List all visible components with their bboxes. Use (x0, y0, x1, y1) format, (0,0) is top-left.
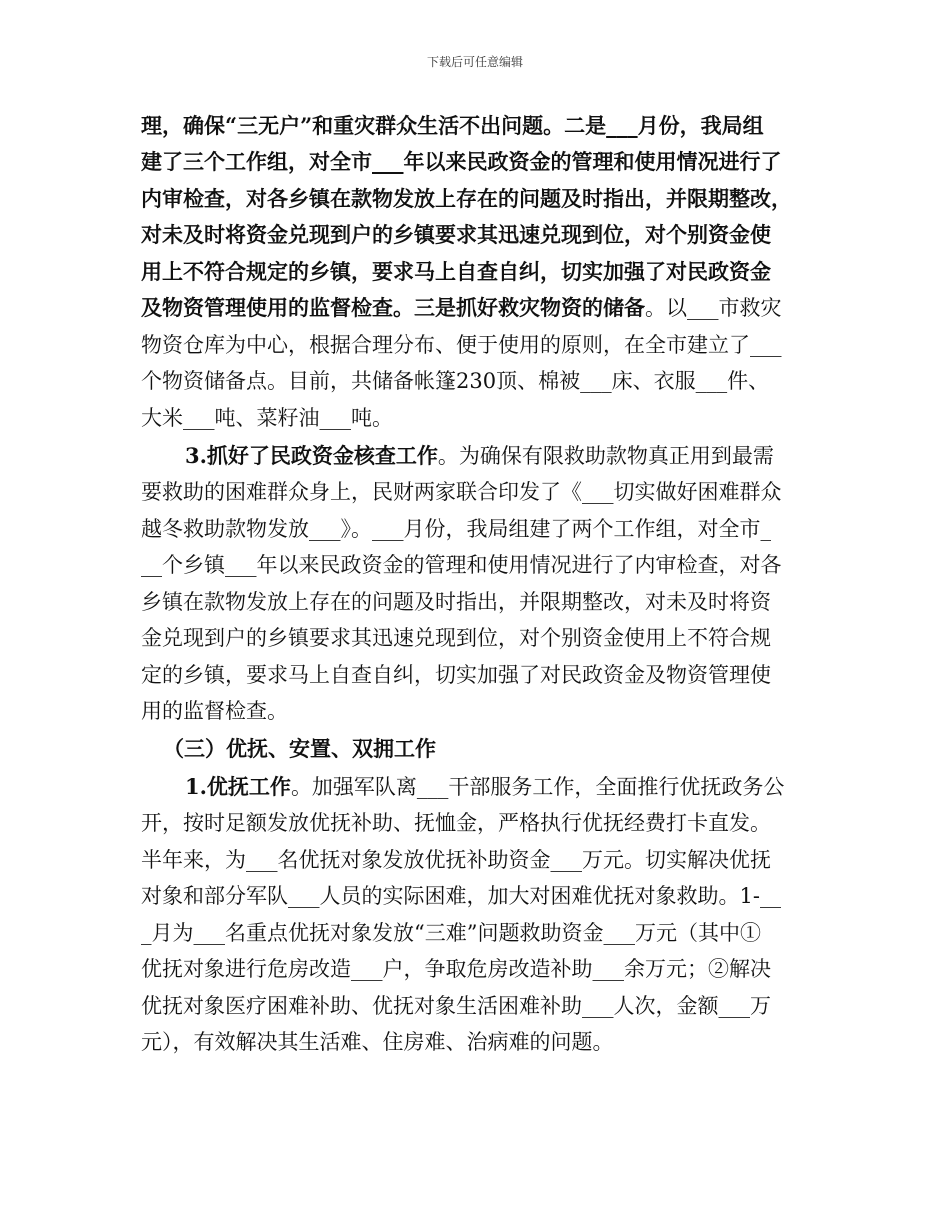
text-line: 要救助的困难群众身上，民财两家联合印发了《___切实做好困难群众 (141, 480, 782, 504)
section-heading-line: 1.优抚工作。加强军队离___干部服务工作，全面推行优抚政务公 (185, 774, 785, 799)
text-line: 及物资管理使用的监督检查。三是抓好救灾物资的储备。以___市救灾 (141, 295, 782, 320)
subsection-heading: （三）优抚、安置、双拥工作 (163, 736, 436, 761)
text-line: __个乡镇___年以来民政资金的管理和使用情况进行了内审检查，对各 (141, 553, 782, 577)
text-line: 物资仓库为中心，根据合理分布、便于使用的原则，在全市建立了___ (141, 333, 782, 357)
text-line: 半年来，为___名优抚对象发放优抚补助资金___万元。切实解决优抚 (141, 848, 771, 872)
text-line: 优抚对象医疗困难补助、优抚对象生活困难补助___人次，金额___万 (141, 994, 771, 1018)
text-line: 大米___吨、菜籽油___吨。 (141, 406, 393, 430)
text-line: 理，确保“三无户”和重灾群众生活不出问题。二是___月份，我局组 (141, 113, 764, 138)
page-header-note: 下载后可任意编辑 (426, 55, 523, 69)
text-line: 元），有效解决其生活难、住房难、治病难的问题。 (141, 1030, 614, 1054)
text-line: 对象和部分军队___人员的实际困难，加大对困难优抚对象救助。1-__ (141, 884, 781, 908)
text-line: 金兑现到户的乡镇要求其迅速兑现到位，对个别资金使用上不符合规 (141, 626, 771, 650)
text-line: 开，按时足额发放优抚补助、抚恤金，严格执行优抚经费打卡直发。 (141, 811, 771, 835)
text-line: 越冬救助款物发放___》。___月份，我局组建了两个工作组，对全市_ (141, 517, 771, 541)
text-line: 用上不符合规定的乡镇，要求马上自查自纠，切实加强了对民政资金 (141, 259, 771, 284)
text-line: 内审检查，对各乡镇在款物发放上存在的问题及时指出，并限期整改， (141, 186, 792, 211)
section-heading-line: 3.抓好了民政资金核查工作。为确保有限救助款物真正用到最需 (185, 443, 774, 468)
text-line: 个物资储备点。目前，共储备帐篷230顶、棉被___床、衣服___件、 (141, 369, 770, 393)
text-line: 定的乡镇，要求马上自查自纠，切实加强了对民政资金及物资管理使 (141, 663, 771, 687)
text-line: 乡镇在款物发放上存在的问题及时指出，并限期整改，对未及时将资 (141, 590, 771, 614)
text-line: 用的监督检查。 (141, 699, 288, 723)
text-line: 对未及时将资金兑现到户的乡镇要求其迅速兑现到位，对个别资金使 (141, 222, 771, 247)
text-line: 建了三个工作组，对全市___年以来民政资金的管理和使用情况进行了 (141, 149, 782, 174)
text-line: 优抚对象进行危房改造___户，争取危房改造补助___余万元；②解决 (141, 957, 771, 981)
text-line: _月为___名重点优抚对象发放“三难”问题救助资金___万元（其中① (141, 921, 761, 945)
